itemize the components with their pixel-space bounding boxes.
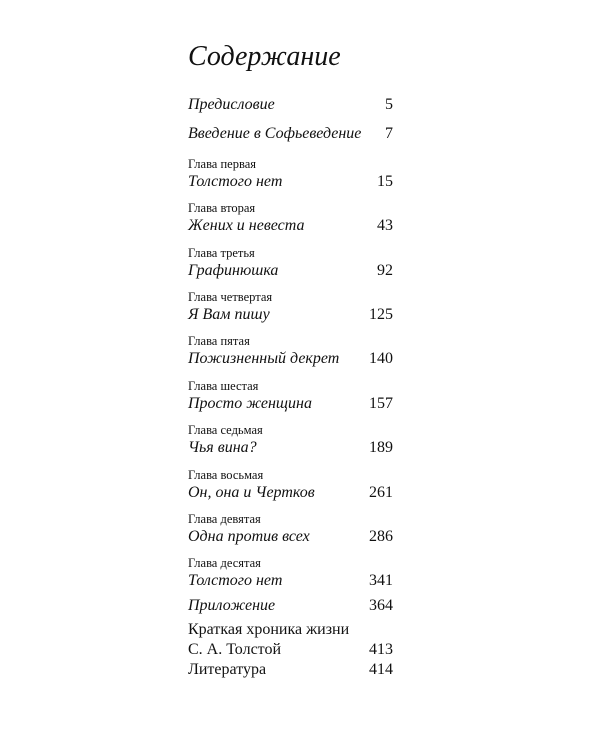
chapter-label: Глава седьмая	[188, 423, 263, 437]
chapter-title: Просто женщина	[188, 395, 312, 412]
toc-entry-chapter-3[interactable]	[188, 245, 393, 281]
entry-page-number: 364	[369, 597, 393, 614]
chapter-label: Глава девятая	[188, 512, 261, 526]
toc-entry-preface[interactable]	[188, 95, 393, 115]
toc-entry-chronicle[interactable]	[188, 620, 393, 660]
entry-page-number: 413	[369, 641, 393, 658]
toc-entry-chapter-1[interactable]	[188, 156, 393, 192]
entry-page-number: 43	[377, 217, 393, 234]
entry-page-number: 414	[369, 661, 393, 678]
chapter-label: Глава восьмая	[188, 468, 264, 482]
chapter-label: Глава первая	[188, 157, 257, 171]
entry-title: Введение в Софьеведение	[188, 125, 362, 142]
chapter-title: Одна против всех	[188, 528, 310, 545]
page-title: Содержание	[188, 41, 341, 72]
toc-entry-chapter-2[interactable]	[188, 200, 393, 236]
chapter-title: Пожизненный декрет	[188, 350, 340, 367]
chapter-label: Глава третья	[188, 246, 255, 260]
entry-page-number: 140	[369, 350, 393, 367]
toc-entry-introduction[interactable]	[188, 124, 393, 144]
entry-title: Приложение	[188, 597, 276, 614]
chapter-title: Графинюшка	[188, 262, 279, 279]
entry-page-number: 341	[369, 572, 393, 589]
chapter-title: Чья вина?	[188, 439, 257, 456]
toc-entry-literature[interactable]	[188, 660, 393, 680]
entry-title-line-2: С. А. Толстой	[188, 641, 282, 658]
toc-entry-appendix[interactable]	[188, 596, 393, 616]
entry-page-number: 261	[369, 484, 393, 501]
chapter-label: Глава шестая	[188, 379, 259, 393]
toc-entry-chapter-10[interactable]	[188, 555, 393, 591]
toc-entry-chapter-4[interactable]	[188, 289, 393, 325]
chapter-label: Глава четвертая	[188, 290, 273, 304]
chapter-label: Глава вторая	[188, 201, 256, 215]
chapter-label: Глава десятая	[188, 556, 261, 570]
entry-title: Литература	[188, 661, 267, 678]
entry-page-number: 157	[369, 395, 393, 412]
entry-title-line-1: Краткая хроника жизни	[188, 621, 350, 638]
entry-page-number: 15	[377, 173, 393, 190]
toc-entry-chapter-9[interactable]	[188, 511, 393, 547]
entry-page-number: 189	[369, 439, 393, 456]
entry-page-number: 5	[385, 96, 393, 113]
toc-entry-chapter-7[interactable]	[188, 422, 393, 458]
chapter-title: Толстого нет	[188, 572, 283, 589]
entry-title: Предисловие	[188, 96, 275, 113]
chapter-label: Глава пятая	[188, 334, 250, 348]
entry-page-number: 125	[369, 306, 393, 323]
entry-page-number: 7	[385, 125, 393, 142]
chapter-title: Я Вам пишу	[188, 306, 270, 323]
toc-entry-chapter-6[interactable]	[188, 378, 393, 414]
entry-page-number: 92	[377, 262, 393, 279]
chapter-title: Жених и невеста	[188, 217, 305, 234]
entry-page-number: 286	[369, 528, 393, 545]
toc-entry-chapter-5[interactable]	[188, 333, 393, 369]
chapter-title: Толстого нет	[188, 173, 283, 190]
toc-entry-chapter-8[interactable]	[188, 467, 393, 503]
chapter-title: Он, она и Чертков	[188, 484, 315, 501]
